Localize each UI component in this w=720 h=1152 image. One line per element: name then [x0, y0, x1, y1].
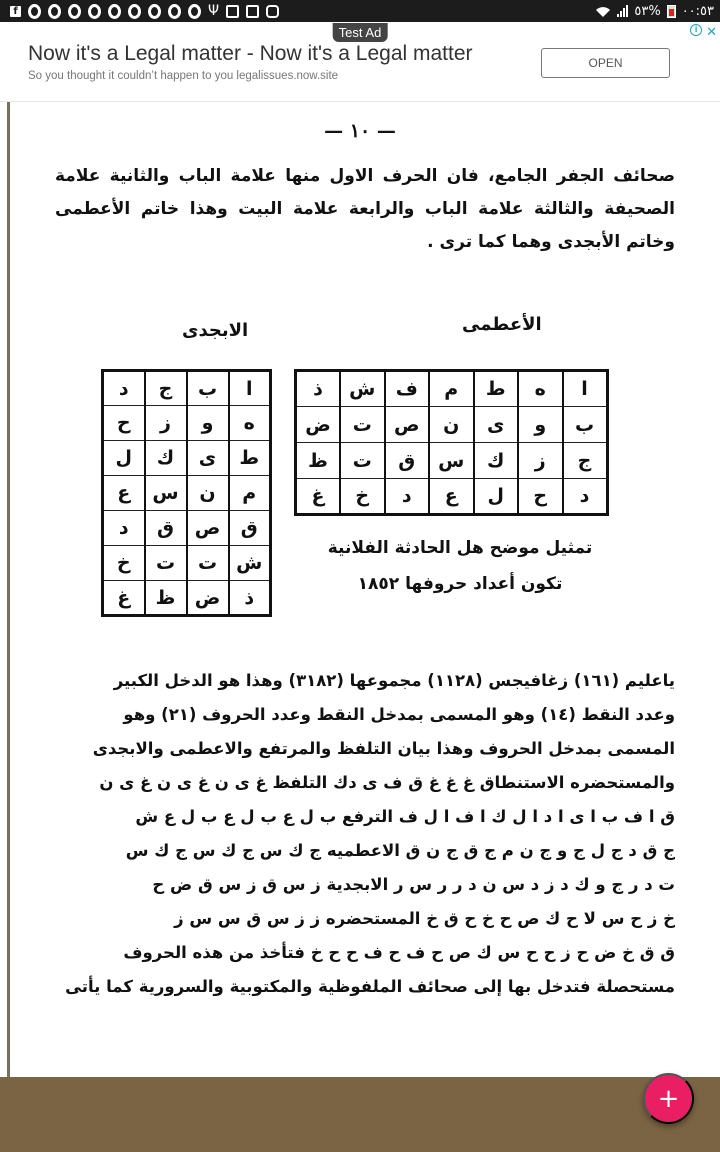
table-row [103, 406, 271, 441]
ad-banner[interactable] [0, 22, 720, 102]
body-line: ياعليم (١٦١) زغافيجس (١١٢٨) مجموعها (٣١٨٢) وهذا هو الدخل الكبير [113, 671, 675, 690]
letter-cell: ض [187, 581, 229, 616]
letter-cell: غ [296, 479, 341, 515]
letter-cell: س [145, 476, 187, 511]
letter-cell: ق [145, 511, 187, 546]
letter-cell: ط [229, 441, 271, 476]
letter-cell: ل [474, 479, 519, 515]
body-line: ق ق خ ض ح ز ح ح س ك ص ح ف ح ف ح ح خ فتأخذ من هذه الحروف [123, 943, 675, 962]
letter-cell: د [103, 511, 145, 546]
calendar-off-icon [226, 5, 239, 18]
letter-cell: ص [187, 511, 229, 546]
letter-cell: ب [563, 407, 608, 443]
intro-paragraph: صحائف الجفر الجامع، فان الحرف الاول منها علامة الباب والثانية علامة الصحيفة والثالثة علامة الباب والرابعة علامة البيت وهذا خاتم الأعطمى وخاتم الأبجدى وهما كما ترى . [55, 166, 675, 252]
letter-cell: ع [429, 479, 474, 515]
plus-icon: + [657, 1083, 680, 1114]
letter-cell: ك [474, 443, 519, 479]
ad-subtitle[interactable]: So you thought it couldn’t happen to you legalissues.now.site [28, 70, 339, 82]
ad-tag: Test Ad [333, 23, 388, 42]
letter-cell: ب [187, 371, 229, 406]
body-line: خ ز ح س لا ح ك ص ح خ ح ق خ المستحضره ز ز س ق س س ز [174, 909, 675, 928]
letter-cell: ن [429, 407, 474, 443]
facebook-icon: f [10, 6, 21, 17]
letter-cell: غ [103, 581, 145, 616]
table-row [296, 371, 608, 407]
letter-cell: ش [340, 371, 385, 407]
body-line: المسمى بمدخل الحروف وهذا بيان التلفظ والمرتفع والاعطمى والابجدى [92, 739, 675, 758]
clock: ٠٠:٥٣ [681, 3, 714, 19]
letter-cell: ن [187, 476, 229, 511]
letter-cell: ق [385, 443, 430, 479]
letter-cell: خ [103, 546, 145, 581]
system-indicators [595, 4, 714, 19]
letter-cell: ذ [296, 371, 341, 407]
battery-icon [667, 5, 676, 18]
letter-cell: د [103, 371, 145, 406]
letter-cell: ا [563, 371, 608, 407]
signal-icon [617, 5, 628, 17]
letter-cell: ت [340, 443, 385, 479]
notification-ring-icon [128, 4, 141, 19]
ad-info-icon[interactable]: i [690, 24, 702, 36]
letter-cell: ح [518, 479, 563, 515]
ad-title[interactable]: Now it's a Legal matter - Now it's a Legal matter [28, 42, 473, 65]
letter-cell: م [429, 371, 474, 407]
instagram-icon [266, 5, 279, 18]
letter-cell: و [518, 407, 563, 443]
body-line: والمستحضره الاستنطاق غ غ غ ق ف ى دك التلفظ غ ى ن غ ى ن غ ى ن [99, 773, 675, 792]
body-line: ج ق د ج ل ج و ج ن م ج ق ج ن ق الاعطميه ج ك س ج ك س ج ك س [125, 841, 675, 860]
letter-cell: ز [145, 406, 187, 441]
letter-cell: د [385, 479, 430, 515]
letter-cell: ه [229, 406, 271, 441]
table-abjadi-title: الابجدى [182, 320, 249, 341]
letter-cell: ح [103, 406, 145, 441]
usb-icon: Ψ [208, 3, 220, 19]
notification-icons [10, 4, 279, 19]
caption-line-1: تمثيل موضح هل الحادثة الفلانية [327, 538, 593, 558]
letter-cell: ه [518, 371, 563, 407]
letter-cell: ت [340, 407, 385, 443]
letter-cell: ت [145, 546, 187, 581]
page-margin-rule [7, 102, 10, 1077]
letter-cell: ذ [229, 581, 271, 616]
letter-cell: و [187, 406, 229, 441]
letter-cell: خ [340, 479, 385, 515]
notification-ring-icon [188, 4, 201, 19]
letter-cell: ظ [145, 581, 187, 616]
table-row [296, 479, 608, 515]
table-row [103, 581, 271, 616]
body-line: مستحصلة فتدخل بها إلى صحائف الملفوظية والمكتوبية والسرورية كما يأتى [65, 977, 675, 996]
letter-cell: ا [229, 371, 271, 406]
letter-cell: ج [563, 443, 608, 479]
letter-cell: ف [385, 371, 430, 407]
body-line: ق ا ف ب ا ى ا د ا ل ك ا ف ا ل ف الترفع ب ل ع ب ل ع ب ل ع ش [135, 807, 675, 826]
letter-cell: ز [518, 443, 563, 479]
letter-cell: ج [145, 371, 187, 406]
body-line: وعدد النقط (١٤) وهو المسمى بمدخل النقط وعدد الحروف (٢١) وهو [123, 705, 675, 724]
letter-cell: ك [145, 441, 187, 476]
table-row [103, 371, 271, 406]
table-abjadi [101, 369, 272, 617]
letter-cell: ع [103, 476, 145, 511]
letter-cell: ل [103, 441, 145, 476]
letter-cell: ط [474, 371, 519, 407]
ad-open-button[interactable]: OPEN [541, 48, 670, 78]
table-row [296, 443, 608, 479]
table-row [103, 476, 271, 511]
letter-cell: ت [187, 546, 229, 581]
notification-ring-icon [28, 4, 41, 19]
table-row [296, 407, 608, 443]
caption-line-2: تكون أعداد حروفها ١٨٥٢ [357, 574, 563, 594]
notification-ring-icon [48, 4, 61, 19]
add-fab-button[interactable] [643, 1073, 694, 1124]
letter-cell: س [429, 443, 474, 479]
letter-cell: م [229, 476, 271, 511]
notification-ring-icon [168, 4, 181, 19]
letter-cell: ق [229, 511, 271, 546]
table-aatami-title: الأعطمى [462, 314, 542, 335]
table-aatami [294, 369, 609, 516]
gallery-icon [246, 5, 259, 18]
table-row [103, 441, 271, 476]
letter-cell: ظ [296, 443, 341, 479]
letter-cell: ض [296, 407, 341, 443]
notification-ring-icon [108, 4, 121, 19]
page-number: — ١٠ — [324, 120, 396, 142]
document-page[interactable] [0, 102, 720, 1077]
letter-cell: ش [229, 546, 271, 581]
notification-ring-icon [148, 4, 161, 19]
letter-cell: ص [385, 407, 430, 443]
wifi-icon [595, 5, 611, 18]
letter-cell: د [563, 479, 608, 515]
ad-close-icon[interactable]: ✕ [706, 24, 717, 39]
table-caption [300, 530, 620, 602]
body-paragraph [55, 664, 675, 1004]
notification-ring-icon [68, 4, 81, 19]
table-row [103, 546, 271, 581]
letter-cell: ى [187, 441, 229, 476]
battery-percent: ٥٣% [634, 3, 661, 19]
letter-cell: ى [474, 407, 519, 443]
table-row [103, 511, 271, 546]
body-line: ت د ر ج و ك د ز د س ن د ر ر س ر الابجدية ز س ق ز س ق ض ح [152, 875, 675, 894]
notification-ring-icon [88, 4, 101, 19]
status-bar [0, 0, 720, 22]
